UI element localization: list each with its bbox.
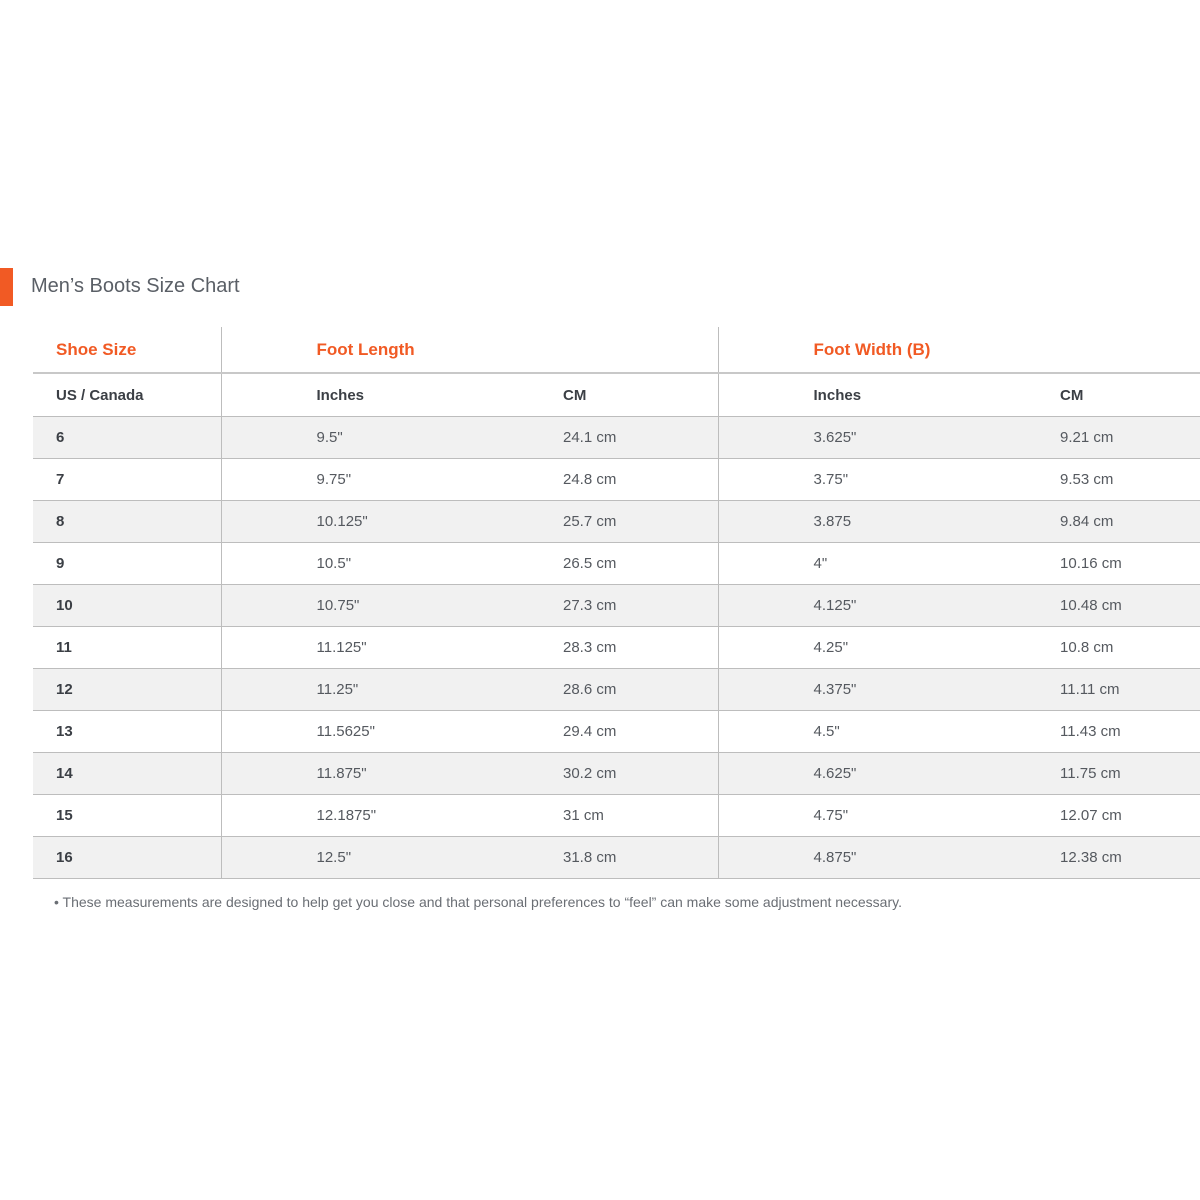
- cell-width-inches: 4.25": [718, 627, 965, 669]
- cell-length-inches: 10.5": [221, 543, 468, 585]
- cell-width-inches: 4.625": [718, 753, 965, 795]
- table-row: [33, 795, 1200, 837]
- cell-length-cm: 30.2 cm: [468, 753, 718, 795]
- subheader-us-canada: US / Canada: [33, 373, 221, 417]
- cell-length-cm: 28.6 cm: [468, 669, 718, 711]
- cell-width-inches: 3.75": [718, 459, 965, 501]
- subheader-width-cm: CM: [965, 373, 1200, 417]
- table-row: [33, 501, 1200, 543]
- cell-width-cm: 9.21 cm: [965, 417, 1200, 459]
- cell-length-cm: 25.7 cm: [468, 501, 718, 543]
- cell-width-inches: 4.125": [718, 585, 965, 627]
- cell-length-cm: 24.1 cm: [468, 417, 718, 459]
- subheader-length-cm: CM: [468, 373, 718, 417]
- cell-size: 7: [33, 459, 221, 501]
- cell-length-cm: 31.8 cm: [468, 837, 718, 879]
- cell-width-cm: 11.75 cm: [965, 753, 1200, 795]
- cell-length-inches: 11.25": [221, 669, 468, 711]
- cell-length-inches: 9.75": [221, 459, 468, 501]
- cell-length-cm: 24.8 cm: [468, 459, 718, 501]
- cell-length-cm: 28.3 cm: [468, 627, 718, 669]
- cell-size: 6: [33, 417, 221, 459]
- size-chart-table-wrapper: [33, 327, 1200, 879]
- cell-width-cm: 9.84 cm: [965, 501, 1200, 543]
- cell-width-inches: 3.875: [718, 501, 965, 543]
- cell-length-cm: 27.3 cm: [468, 585, 718, 627]
- cell-size: 14: [33, 753, 221, 795]
- cell-length-inches: 12.5": [221, 837, 468, 879]
- page-title: Men’s Boots Size Chart: [31, 275, 240, 297]
- cell-length-inches: 9.5": [221, 417, 468, 459]
- group-header-row: [33, 327, 1200, 373]
- cell-length-inches: 11.125": [221, 627, 468, 669]
- table-row: [33, 669, 1200, 711]
- table-row: [33, 585, 1200, 627]
- size-chart-table: [33, 327, 1200, 879]
- cell-width-cm: 9.53 cm: [965, 459, 1200, 501]
- cell-width-cm: 12.07 cm: [965, 795, 1200, 837]
- table-row: [33, 837, 1200, 879]
- header-foot-length: Foot Length: [221, 327, 718, 373]
- cell-size: 10: [33, 585, 221, 627]
- cell-length-inches: 10.125": [221, 501, 468, 543]
- subheader-width-inches: Inches: [718, 373, 965, 417]
- table-row: [33, 627, 1200, 669]
- cell-length-cm: 29.4 cm: [468, 711, 718, 753]
- cell-length-inches: 12.1875": [221, 795, 468, 837]
- table-row: [33, 417, 1200, 459]
- cell-size: 9: [33, 543, 221, 585]
- table-row: [33, 711, 1200, 753]
- measurement-note: • These measurements are designed to help get you close and that personal preferences to “feel” can make some adjustment necessary.: [54, 894, 902, 910]
- cell-size: 11: [33, 627, 221, 669]
- cell-size: 12: [33, 669, 221, 711]
- size-rows: [33, 417, 1200, 879]
- table-row: [33, 543, 1200, 585]
- cell-length-cm: 31 cm: [468, 795, 718, 837]
- cell-width-inches: 4.75": [718, 795, 965, 837]
- cell-length-inches: 11.5625": [221, 711, 468, 753]
- header-foot-width: Foot Width (B): [813, 340, 931, 359]
- title-accent-bar: [0, 268, 13, 306]
- cell-width-inches: 4": [718, 543, 965, 585]
- subheader-length-inches: Inches: [221, 373, 468, 417]
- cell-width-cm: 11.11 cm: [965, 669, 1200, 711]
- cell-size: 15: [33, 795, 221, 837]
- cell-width-cm: 10.48 cm: [965, 585, 1200, 627]
- sub-header-row: [33, 373, 1200, 417]
- cell-width-cm: 11.43 cm: [965, 711, 1200, 753]
- table-row: [33, 753, 1200, 795]
- cell-width-inches: 3.625": [718, 417, 965, 459]
- cell-length-inches: 11.875": [221, 753, 468, 795]
- table-row: [33, 459, 1200, 501]
- cell-size: 8: [33, 501, 221, 543]
- cell-size: 13: [33, 711, 221, 753]
- cell-width-inches: 4.875": [718, 837, 965, 879]
- header-shoe-size: Shoe Size: [33, 327, 221, 373]
- cell-width-cm: 12.38 cm: [965, 837, 1200, 879]
- cell-width-cm: 10.8 cm: [965, 627, 1200, 669]
- cell-width-cm: 10.16 cm: [965, 543, 1200, 585]
- cell-width-inches: 4.375": [718, 669, 965, 711]
- cell-length-inches: 10.75": [221, 585, 468, 627]
- cell-size: 16: [33, 837, 221, 879]
- cell-length-cm: 26.5 cm: [468, 543, 718, 585]
- cell-width-inches: 4.5": [718, 711, 965, 753]
